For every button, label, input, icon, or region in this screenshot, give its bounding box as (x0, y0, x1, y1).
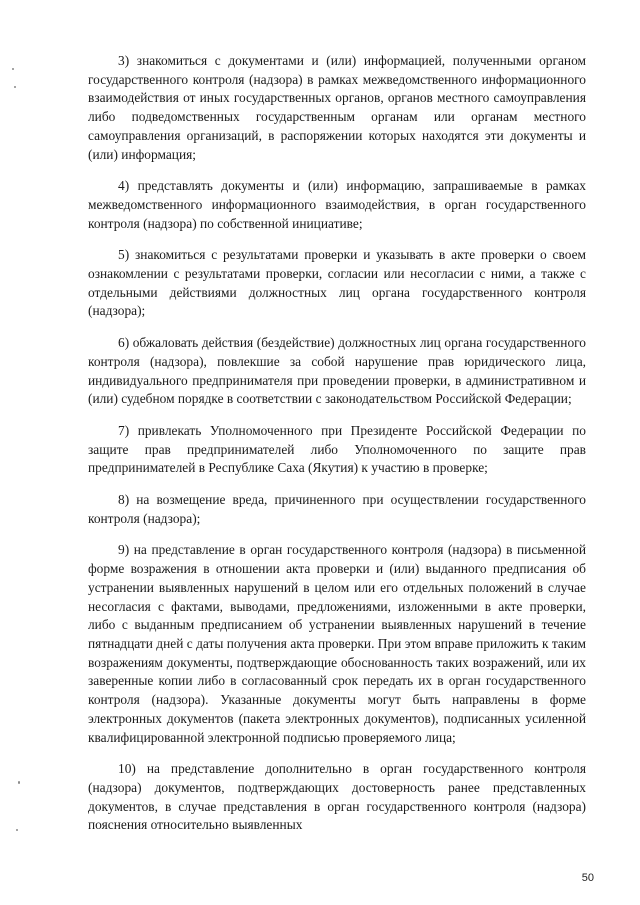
document-body (88, 52, 586, 846)
paragraph-item-4: 4) представлять документы и (или) информацию, запрашиваемые в рамках межведомственного информационного взаимодействия, в орган государственного контроля (надзора) по собственной инициативе; (88, 178, 586, 231)
paragraph-item-10: 10) на представление дополнительно в орган государственного контроля (надзора) документов, подтверждающих достоверность ранее представленных документов, в случае представления в орган государственного контроля (надзора) пояснения относительно выявленных (88, 761, 586, 833)
paragraph-item-7: 7) привлекать Уполномоченного при Президенте Российской Федерации по защите прав предпринимателей либо Уполномоченного по защите прав предпринимателей в Республике Саха (Якутия) к участию в проверке; (88, 422, 586, 476)
scan-artifact (14, 86, 16, 88)
scan-artifact (16, 829, 18, 831)
page-number: 50 (581, 872, 594, 884)
paragraph-item-8: 8) на возмещение вреда, причиненного при осуществлении государственного контроля (надзора); (88, 492, 586, 526)
paragraph-item-5: 5) знакомиться с результатами проверки и указывать в акте проверки о своем ознакомлении с результатами проверки, согласии или несогласии с ними, а также с отдельными действиями должностных лиц органа государственного контроля (надзора); (88, 247, 586, 319)
paragraph-item-6: 6) обжаловать действия (бездействие) должностных лиц органа государственного контроля (надзора), повлекшие за собой нарушение прав юридического лица, индивидуального предпринимателя при проведении проверки, в административном и (или) судебном порядке в соответствии с законодательством Российской Федерации; (88, 335, 586, 407)
paragraph-item-3: 3) знакомиться с документами и (или) информацией, полученными органом государственного контроля (надзора) в рамках межведомственного информационного взаимодействия от иных государственных органов, органов местного самоуправления либо подведомственных государственным органам или органам местного самоуправления организаций, в распоряжении которых находятся эти документы и (или) информация; (88, 53, 586, 162)
paragraph-item-9: 9) на представление в орган государственного контроля (надзора) в письменной форме возражения в отношении акта проверки и (или) выданного предписания об устранении выявленных нарушений в целом или его отдельных положений в случае несогласия с фактами, выводами, предложениями, изложенными в акте проверки, либо с выданным предписанием об устранении выявленных нарушений в течение пятнадцати дней с даты получения акта проверки. При этом вправе приложить к таким возражениям документы, подтверждающие обоснованность таких возражений, или их заверенные копии либо в согласованный срок передать их в орган государственного контроля (надзора). Указанные документы могут быть направлены в форме электронных документов (пакета электронных документов), подписанных усиленной квалифицированной электронной подписью проверяемого лица; (88, 542, 586, 745)
scan-artifact (18, 781, 20, 784)
scan-artifact (12, 68, 14, 70)
